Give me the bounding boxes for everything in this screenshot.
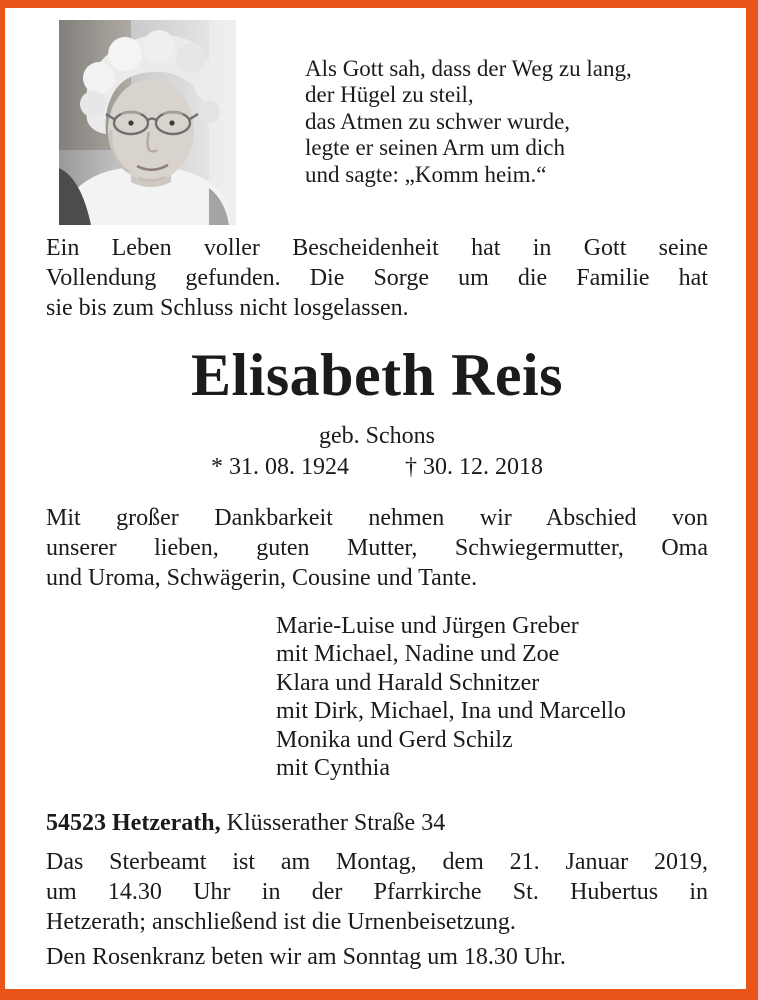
mourners-list [276,612,716,782]
mourner-line: mit Michael, Nadine und Zoe [276,641,560,668]
intro-line: Vollendung gefunden. Die Sorge um die Familie hat [46,265,708,291]
frame-left-border [0,0,5,1000]
frame-right-border [746,0,758,1000]
poem-verse [305,56,725,188]
deceased-name: Elisabeth Reis [190,342,564,408]
mourner-line: mit Dirk, Michael, Ina und Marcello [276,698,626,725]
mourner-line: Monika und Gerd Schilz [276,726,513,753]
farewell-line: Mit großer Dankbarkeit nehmen wir Abschied von [46,505,708,531]
intro-paragraph [46,233,708,323]
address-city: 54523 Hetzerath, [46,810,221,836]
rosary-line: Den Rosenkranz beten wir am Sonntag um 18.30 Uhr. [46,944,566,970]
poem-line: legte er seinen Arm um dich [305,135,565,161]
address-line [46,810,708,837]
death-date: † 30. 12. 2018 [405,454,543,480]
portrait-photo-drawing [59,20,236,225]
maiden-name: geb. Schons [319,423,435,449]
mourner-line: mit Cynthia [276,755,390,782]
service-line: Das Sterbeamt ist am Montag, dem 21. Januar 2019, [46,849,708,875]
address-street: Klüsserather Straße 34 [220,810,446,836]
service-paragraph [46,847,708,937]
poem-line: Als Gott sah, dass der Weg zu lang, [305,56,632,81]
farewell-line: und Uroma, Schwägerin, Cousine und Tante. [46,565,478,591]
service-line: Hetzerath; anschließend ist die Urnenbeisetzung. [46,909,516,935]
birth-date: * 31. 08. 1924 [211,454,349,480]
farewell-line: unserer lieben, guten Mutter, Schwiegermutter, Oma [46,535,708,561]
frame-top-border [0,0,758,8]
service-line: um 14.30 Uhr in der Pfarrkirche St. Hubertus in [46,879,708,905]
mourner-line: Klara und Harald Schnitzer [276,669,540,696]
intro-line: sie bis zum Schluss nicht losgelassen. [46,295,409,321]
life-dates [46,454,708,481]
poem-line: und sagte: „Komm heim.“ [305,161,547,187]
farewell-paragraph [46,503,708,593]
poem-line: das Atmen zu schwer wurde, [305,108,571,134]
mourner-line: Marie-Luise und Jürgen Greber [276,613,579,639]
frame-bottom-border [0,989,758,1000]
intro-line: Ein Leben voller Bescheidenheit hat in Gott seine [46,235,708,261]
poem-line: der Hügel zu steil, [305,82,474,108]
portrait-photo [59,20,236,225]
